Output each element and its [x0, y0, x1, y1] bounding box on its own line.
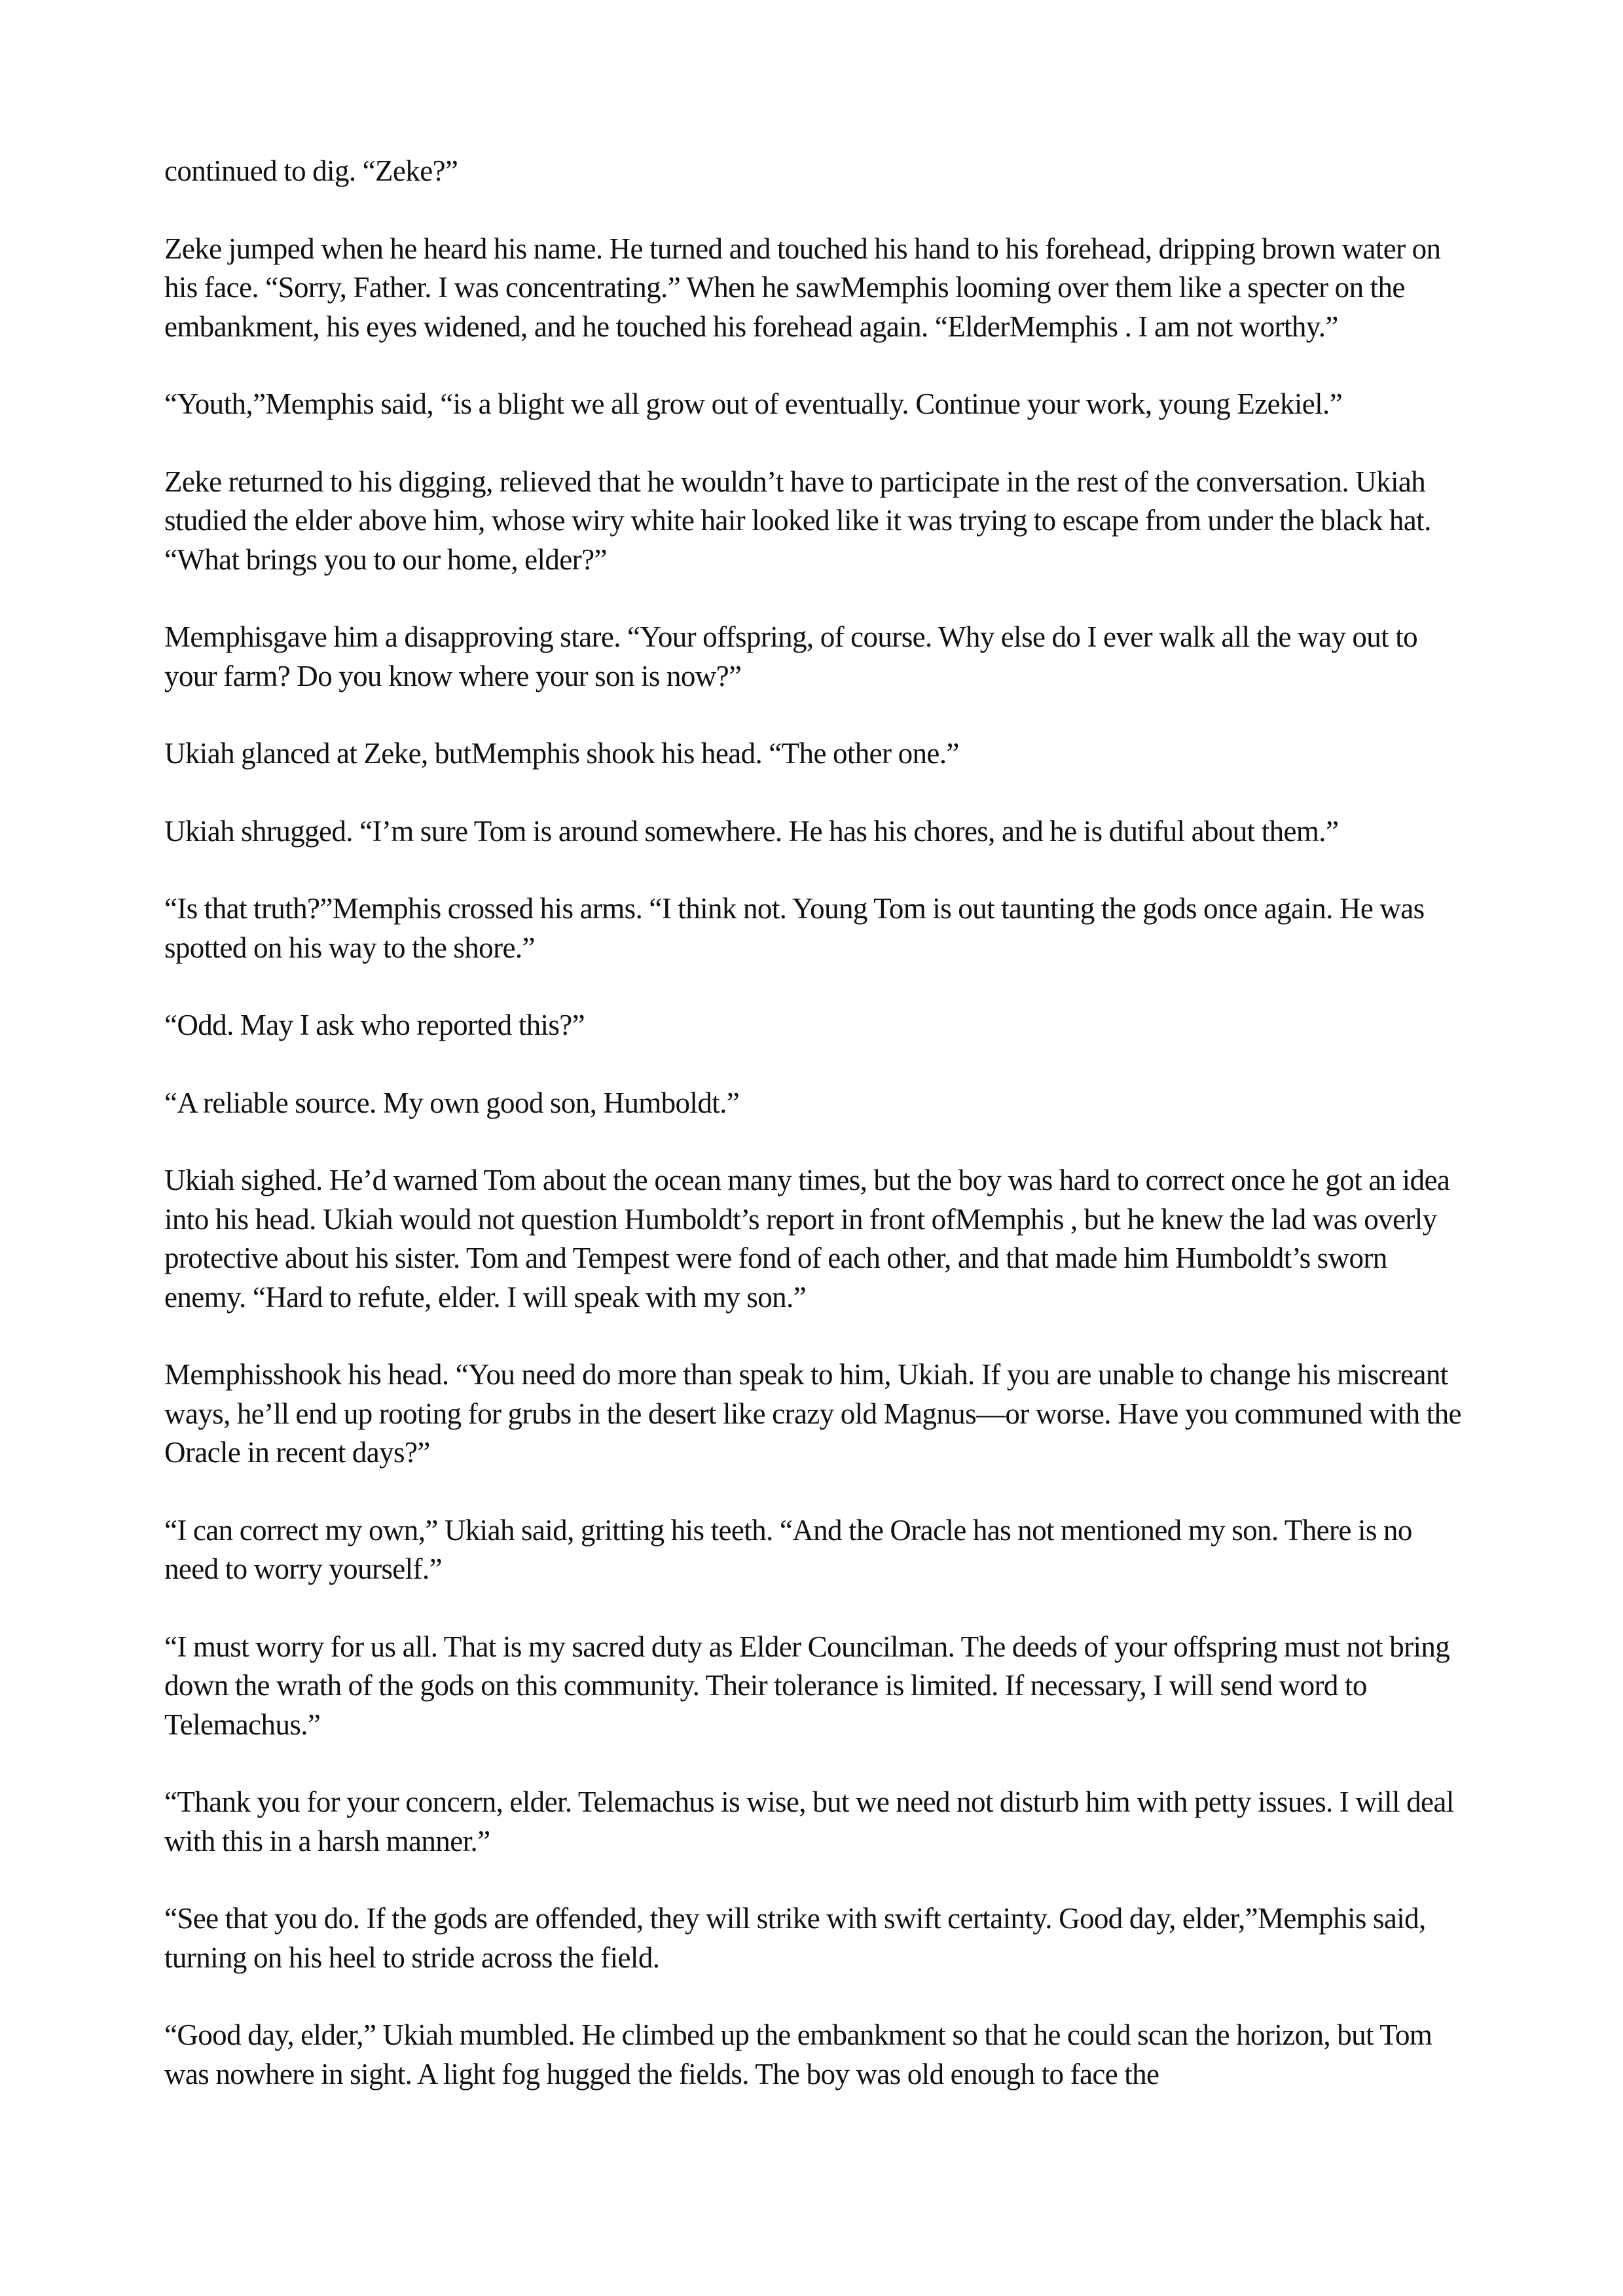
- paragraph-8: “Is that truth?”Memphis crossed his arms. “I think not. Young Tom is out taunting the gods once again. He was spotted on his way to the shore.”: [164, 892, 1425, 964]
- body-text: [164, 152, 1467, 2094]
- paragraph-15: “Thank you for your concern, elder. Telemachus is wise, but we need not disturb him with petty issues. I will deal with this in a harsh manner.”: [164, 1785, 1454, 1857]
- paragraph-17: “Good day, elder,” Ukiah mumbled. He climbed up the embankment so that he could scan the horizon, but Tom was nowhere in sight. A light fog hugged the fields. The boy was old enough to face the: [164, 2018, 1432, 2090]
- paragraph-12: Memphisshook his head. “You need do more than speak to him, Ukiah. If you are unable to change his miscreant ways, he’ll end up rooting for grubs in the desert like crazy old Magnus—or worse. Have you communed with the Oracle in recent days?”: [164, 1358, 1461, 1469]
- paragraph-7: Ukiah shrugged. “I’m sure Tom is around somewhere. He has his chores, and he is dutiful about them.”: [164, 814, 1339, 848]
- paragraph-13: “I can correct my own,” Ukiah said, gritting his teeth. “And the Oracle has not mentioned my son. There is no need to worry yourself.”: [164, 1513, 1412, 1585]
- paragraph-14: “I must worry for us all. That is my sacred duty as Elder Councilman. The deeds of your offspring must not bring down the wrath of the gods on this community. Their tolerance is limited. If necessary, I will send word to Telemachus.”: [164, 1630, 1450, 1741]
- paragraph-3: “Youth,”Memphis said, “is a blight we all grow out of eventually. Continue your work, young Ezekiel.”: [164, 387, 1343, 420]
- paragraph-6: Ukiah glanced at Zeke, butMemphis shook his head. “The other one.”: [164, 737, 959, 770]
- paragraph-4: Zeke returned to his digging, relieved that he wouldn’t have to participate in the rest of the conversation. Ukiah studied the elder above him, whose wiry white hair looked like it was trying to escape from under the black hat. “What brings you to our home, elder?”: [164, 465, 1431, 576]
- paragraph-9: “Odd. May I ask who reported this?”: [164, 1009, 585, 1041]
- paragraph-16: “See that you do. If the gods are offended, they will strike with swift certainty. Good day, elder,”Memphis said, turning on his heel to stride across the field.: [164, 1902, 1426, 1974]
- paragraph-10: “A reliable source. My own good son, Humboldt.”: [164, 1086, 740, 1119]
- paragraph-2: Zeke jumped when he heard his name. He turned and touched his hand to his forehead, dripping brown water on his face. “Sorry, Father. I was concentrating.” When he sawMemphis looming over them like a specter on the embankment, his eyes widened, and he touched his forehead again. “ElderMemphis . I am not worthy.”: [164, 232, 1441, 343]
- paragraph-1: continued to dig. “Zeke?”: [164, 154, 458, 187]
- paragraph-5: Memphisgave him a disapproving stare. “Your offspring, of course. Why else do I ever walk all the way out to your farm? Do you know where your son is now?”: [164, 620, 1418, 692]
- paragraph-11: Ukiah sighed. He’d warned Tom about the ocean many times, but the boy was hard to correct once he got an idea into his head. Ukiah would not question Humboldt’s report in front ofMemphis , but he knew the lad was overly protective about his sister. Tom and Tempest were fond of each other, and that made him Humboldt’s sworn enemy. “Hard to refute, elder. I will speak with my son.”: [164, 1164, 1450, 1314]
